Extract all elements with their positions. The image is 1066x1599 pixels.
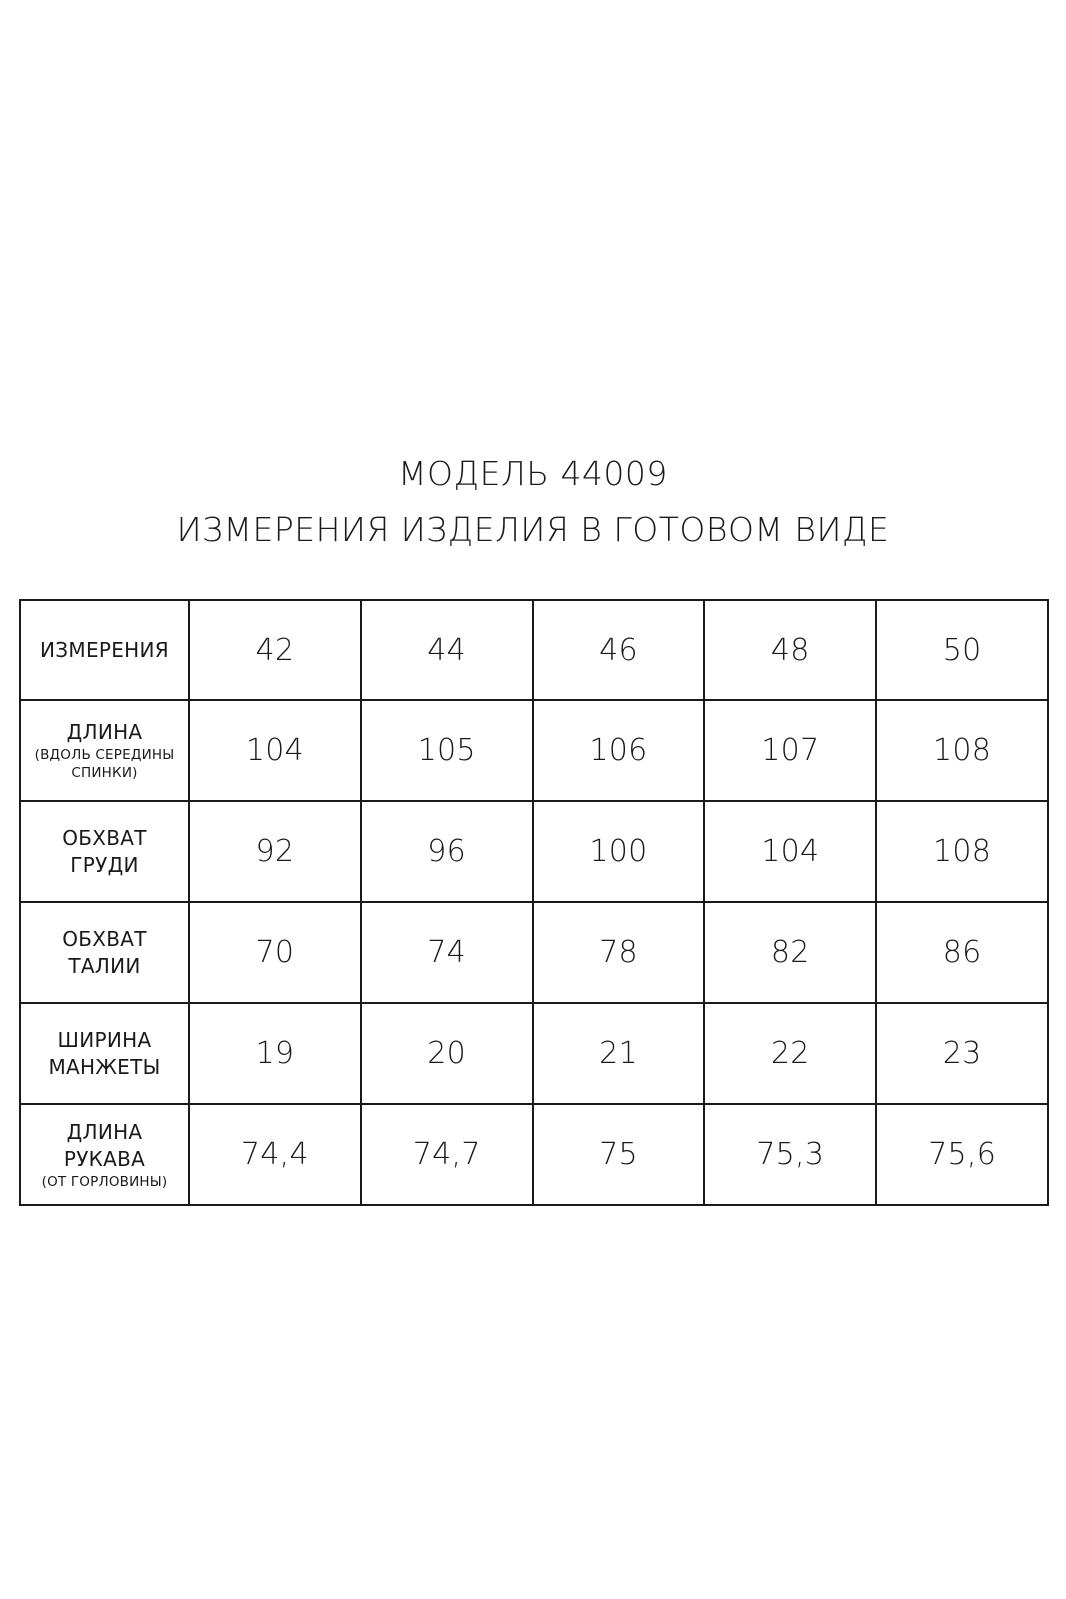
size-header: 48	[770, 632, 810, 668]
measurement-value: 74,7	[412, 1137, 481, 1172]
measurement-value: 106	[589, 733, 648, 768]
size-table	[19, 599, 1049, 1206]
measurement-value: 96	[427, 834, 467, 869]
size-header: 50	[942, 632, 982, 668]
row-label-note: (ВДОЛЬ СЕРЕДИНЫ	[34, 747, 175, 763]
row-label-cell	[20, 1003, 189, 1104]
row-label-cell	[20, 801, 189, 902]
measurement-cell	[704, 801, 876, 902]
measurement-cell	[533, 700, 705, 801]
measurements-subtitle: ИЗМЕРЕНИЯ ИЗДЕЛИЯ В ГОТОВОМ ВИДЕ	[176, 510, 890, 549]
measurement-value: 107	[761, 733, 820, 768]
measurement-value: 23	[942, 1036, 982, 1071]
measurement-value: 21	[599, 1036, 638, 1071]
measurement-cell	[704, 1104, 876, 1205]
measurement-value: 108	[933, 834, 992, 869]
size-header-cell	[704, 600, 876, 700]
measurement-cell	[533, 1104, 705, 1205]
measurement-value: 70	[255, 935, 295, 970]
measurement-cell	[876, 902, 1048, 1003]
measurement-cell	[876, 1003, 1048, 1104]
measurement-cell	[361, 902, 533, 1003]
measurement-value: 74,4	[240, 1137, 309, 1172]
measurement-value: 108	[933, 733, 992, 768]
measurement-cell	[876, 1104, 1048, 1205]
measurement-value: 19	[255, 1036, 295, 1071]
row-label: РУКАВА	[63, 1146, 146, 1171]
table-row	[20, 700, 1048, 801]
measurement-cell	[189, 700, 361, 801]
measurement-value: 22	[770, 1036, 810, 1071]
row-label-cell	[20, 902, 189, 1003]
size-header-cell	[361, 600, 533, 700]
measurement-value: 75,3	[756, 1137, 825, 1172]
size-header-cell	[876, 600, 1048, 700]
measurement-value: 104	[761, 834, 820, 869]
row-label: МАНЖЕТЫ	[48, 1054, 161, 1079]
row-label-cell	[20, 1104, 189, 1205]
page-title	[0, 446, 1066, 558]
measurement-cell	[189, 1003, 361, 1104]
measurement-cell	[361, 1003, 533, 1104]
measurement-cell	[533, 902, 705, 1003]
measurement-cell	[189, 1104, 361, 1205]
measurement-cell	[361, 801, 533, 902]
row-label: ДЛИНА	[66, 1119, 143, 1144]
measurement-value: 78	[599, 935, 638, 970]
model-title: МОДЕЛЬ 44009	[398, 454, 668, 493]
row-label-note: (ОТ ГОРЛОВИНЫ)	[41, 1173, 168, 1190]
measurement-value: 75,6	[928, 1137, 997, 1172]
measurement-cell	[361, 1104, 533, 1205]
size-header: 44	[427, 632, 467, 668]
measurement-value: 86	[942, 935, 982, 970]
row-label: ОБХВАТ	[62, 825, 147, 850]
measurement-cell	[533, 1003, 705, 1104]
row-label: ДЛИНА	[66, 720, 143, 744]
table-row	[20, 1104, 1048, 1205]
row-label-note: СПИНКИ)	[71, 765, 138, 781]
row-label: ОБХВАТ	[62, 926, 147, 951]
measurement-value: 100	[589, 834, 648, 869]
measurement-cell	[704, 902, 876, 1003]
measurement-cell	[189, 801, 361, 902]
size-header: 46	[599, 632, 638, 668]
measurement-cell	[533, 801, 705, 902]
measurement-value: 104	[245, 733, 304, 768]
measurement-value: 75	[599, 1137, 638, 1172]
table-row	[20, 1003, 1048, 1104]
size-header-cell	[533, 600, 705, 700]
row-label: ШИРИНА	[57, 1027, 152, 1052]
header-label-cell	[20, 600, 189, 700]
table-row	[20, 902, 1048, 1003]
measurement-value: 105	[417, 733, 476, 768]
measurement-value: 92	[255, 834, 295, 869]
measurement-value: 74	[427, 935, 467, 970]
size-header-cell	[189, 600, 361, 700]
measurement-value: 20	[427, 1036, 467, 1071]
measurement-value: 82	[770, 935, 810, 970]
measurement-cell	[704, 700, 876, 801]
row-label: ГРУДИ	[70, 852, 139, 877]
table-header-row	[20, 600, 1048, 700]
measurement-cell	[876, 801, 1048, 902]
size-header: 42	[255, 632, 295, 668]
measurement-cell	[876, 700, 1048, 801]
row-label: ТАЛИИ	[68, 953, 141, 978]
header-label: ИЗМЕРЕНИЯ	[40, 637, 169, 662]
table-row	[20, 801, 1048, 902]
measurement-cell	[361, 700, 533, 801]
measurement-cell	[704, 1003, 876, 1104]
measurement-cell	[189, 902, 361, 1003]
row-label-cell	[20, 700, 189, 801]
